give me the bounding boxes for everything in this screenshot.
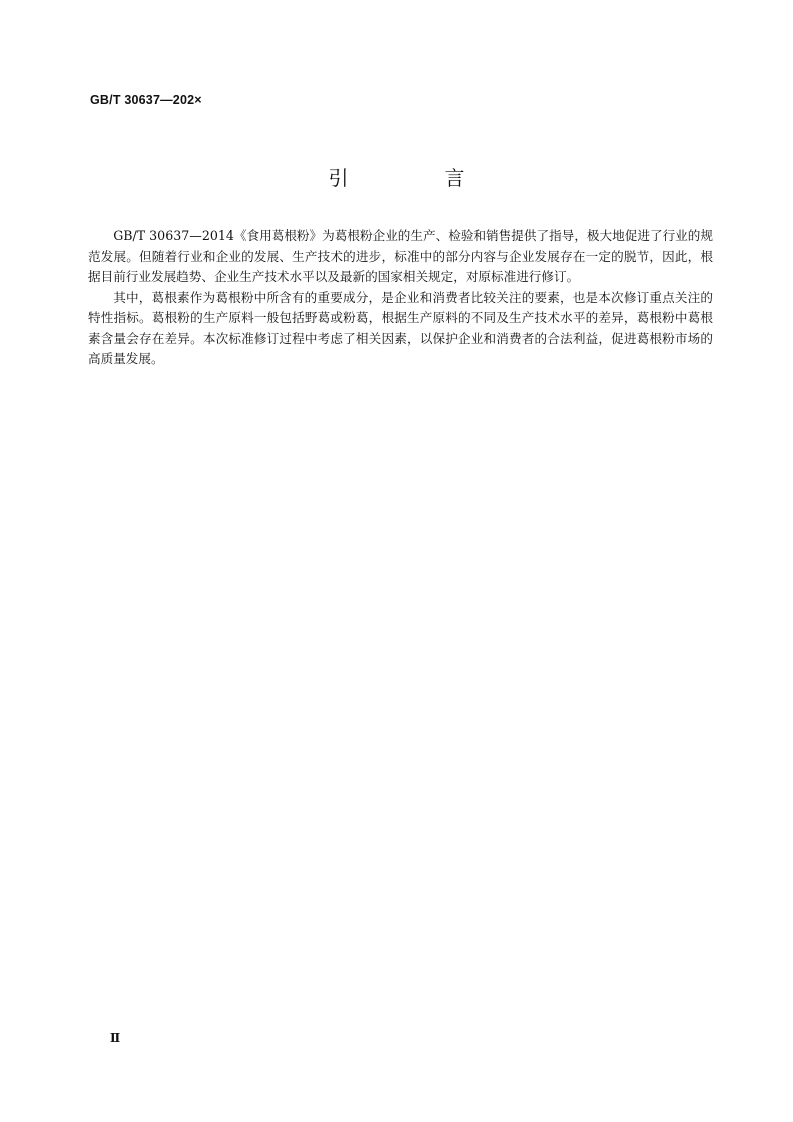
page-title: 引 言 [328,166,503,190]
paragraph: GB/T 30637—2014《食用葛根粉》为葛根粉企业的生产、检验和销售提供了指导，极大地促进了行业的规范发展。但随着行业和企业的发展、生产技术的进步，标准中的部分内容与企业发展存在一定的脱节，因此，根据目前行业发展趋势、企业生产技术水平以及最新的国家相关规定，对原标准进行修订。 [88,228,713,284]
paragraph: 其中，葛根素作为葛根粉中所含有的重要成分，是企业和消费者比较关注的要素，也是本次修订重点关注的特性指标。葛根粉的生产原料一般包括野葛或粉葛，根据生产原料的不同及生产技术水平的差异，葛根粉中葛根素含量会存在差异。本次标准修订过程中考虑了相关因素，以保护企业和消费者的合法利益，促进葛根粉市场的高质量发展。 [88,289,713,366]
page-number: Ⅱ [110,1031,121,1045]
introduction-body [88,226,713,370]
standard-code: GB/T 30637—202× [90,93,202,107]
